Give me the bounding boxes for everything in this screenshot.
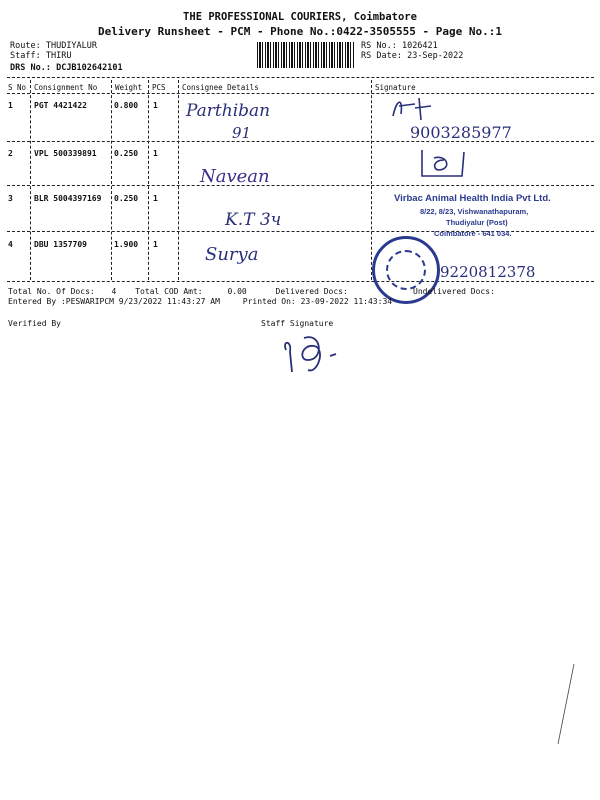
row-consignment-no: VPL 500339891: [34, 149, 97, 158]
row-pcs: 1: [153, 194, 158, 203]
printed-on-label: Printed On:: [242, 297, 296, 306]
rs-date-line: [361, 51, 463, 61]
row-pcs: 1: [153, 240, 158, 249]
row-weight: 0.250: [114, 194, 139, 203]
rs-no-label: RS No.:: [361, 41, 397, 51]
col-header-signature: Signature: [375, 83, 416, 92]
rs-date-label: RS Date:: [361, 51, 402, 61]
entered-by-label: Entered By :: [8, 297, 66, 306]
total-docs-value: 4: [111, 287, 117, 296]
col-header-consignment: Consignment No: [34, 83, 98, 92]
drs-value: DCJB102642101: [56, 63, 123, 73]
row-consignment-no: DBU 1357709: [34, 240, 87, 249]
col-header-weight: Weight: [115, 83, 143, 92]
column-divider: [30, 80, 31, 280]
undelivered-docs-label: Undelivered Docs:: [413, 287, 495, 296]
row-signature-handwritten: 9003285977: [410, 123, 512, 142]
row-consignee-extra: 91: [232, 124, 252, 142]
signature-scribble: [385, 94, 445, 124]
printed-on-value: 23-09-2022 11:43:34: [300, 297, 393, 306]
column-divider: [111, 80, 112, 280]
row-sno: 3: [8, 194, 13, 203]
column-divider: [148, 80, 149, 280]
table-bottom-rule: [7, 281, 594, 282]
drs-label: DRS No.:: [10, 63, 51, 73]
drs-line: [10, 63, 123, 73]
total-cod-value: 0.00: [227, 287, 247, 296]
round-seal-inner: [386, 250, 426, 290]
stamp-address-3: Coimbatore - 641 034.: [434, 229, 512, 238]
totals-line: [8, 287, 348, 296]
rs-no-value: 1026421: [401, 41, 438, 51]
row-consignee-extra: K.T 3ч: [225, 210, 282, 230]
total-docs-label: Total No. Of Docs:: [8, 287, 95, 296]
barcode: [257, 42, 355, 68]
delivered-docs-label: Delivered Docs:: [275, 287, 348, 296]
staff-signature-scribble: [278, 330, 368, 378]
row-consignee-handwritten: Navean: [200, 166, 270, 187]
entered-by-line: [8, 297, 392, 306]
row-sno: 1: [8, 101, 13, 110]
stamp-address-2: Thudiyalur (Post): [446, 218, 508, 227]
row-weight: 1.900: [114, 240, 139, 249]
col-header-sno: S No: [8, 83, 27, 92]
route-line: [10, 41, 97, 51]
table-header-rule: [7, 93, 594, 94]
rs-no-line: [361, 41, 438, 51]
column-divider: [371, 80, 372, 280]
route-label: Route:: [10, 41, 41, 51]
rs-date-value: 23-Sep-2022: [407, 51, 464, 61]
stamp-company: Virbac Animal Health India Pvt Ltd.: [394, 193, 551, 204]
margin-pen-mark: [552, 660, 582, 750]
row-consignment-no: PGT 4421422: [34, 101, 87, 110]
row-weight: 0.250: [114, 149, 139, 158]
col-header-pcs: PCS: [152, 83, 166, 92]
row-consignee-handwritten: Parthiban: [186, 101, 271, 121]
staff-label: Staff:: [10, 51, 41, 61]
entered-by-value: PESWARIPCM 9/23/2022 11:43:27 AM: [65, 297, 220, 306]
stamp-address-1: 8/22, 8/23, Vishwanathapuram,: [420, 207, 529, 216]
route-value: THUDIYALUR: [45, 41, 98, 51]
company-title: THE PROFESSIONAL COURIERS, Coimbatore: [183, 11, 417, 23]
staff-signature-label: Staff Signature: [261, 319, 334, 328]
row-signature-handwritten: 9220812378: [440, 263, 536, 281]
row-consignee-handwritten: Surya: [205, 244, 259, 265]
signature-scribble: [418, 146, 468, 180]
row-divider: [7, 185, 594, 186]
table-top-rule: [7, 77, 594, 78]
row-consignment-no: BLR 5004397169: [34, 194, 102, 203]
runsheet-subtitle: Delivery Runsheet - PCM - Phone No.:0422-3505555 - Page No.:1: [98, 25, 502, 38]
staff-value: THIRU: [45, 51, 72, 61]
row-pcs: 1: [153, 149, 158, 158]
total-cod-label: Total COD Amt:: [135, 287, 203, 296]
row-weight: 0.800: [114, 101, 139, 110]
col-header-consignee: Consignee Details: [182, 83, 259, 92]
staff-line: [10, 51, 71, 61]
column-divider: [178, 80, 179, 280]
verified-by-label: Verified By: [8, 319, 61, 328]
row-sno: 2: [8, 149, 13, 158]
row-pcs: 1: [153, 101, 158, 110]
row-sno: 4: [8, 240, 13, 249]
